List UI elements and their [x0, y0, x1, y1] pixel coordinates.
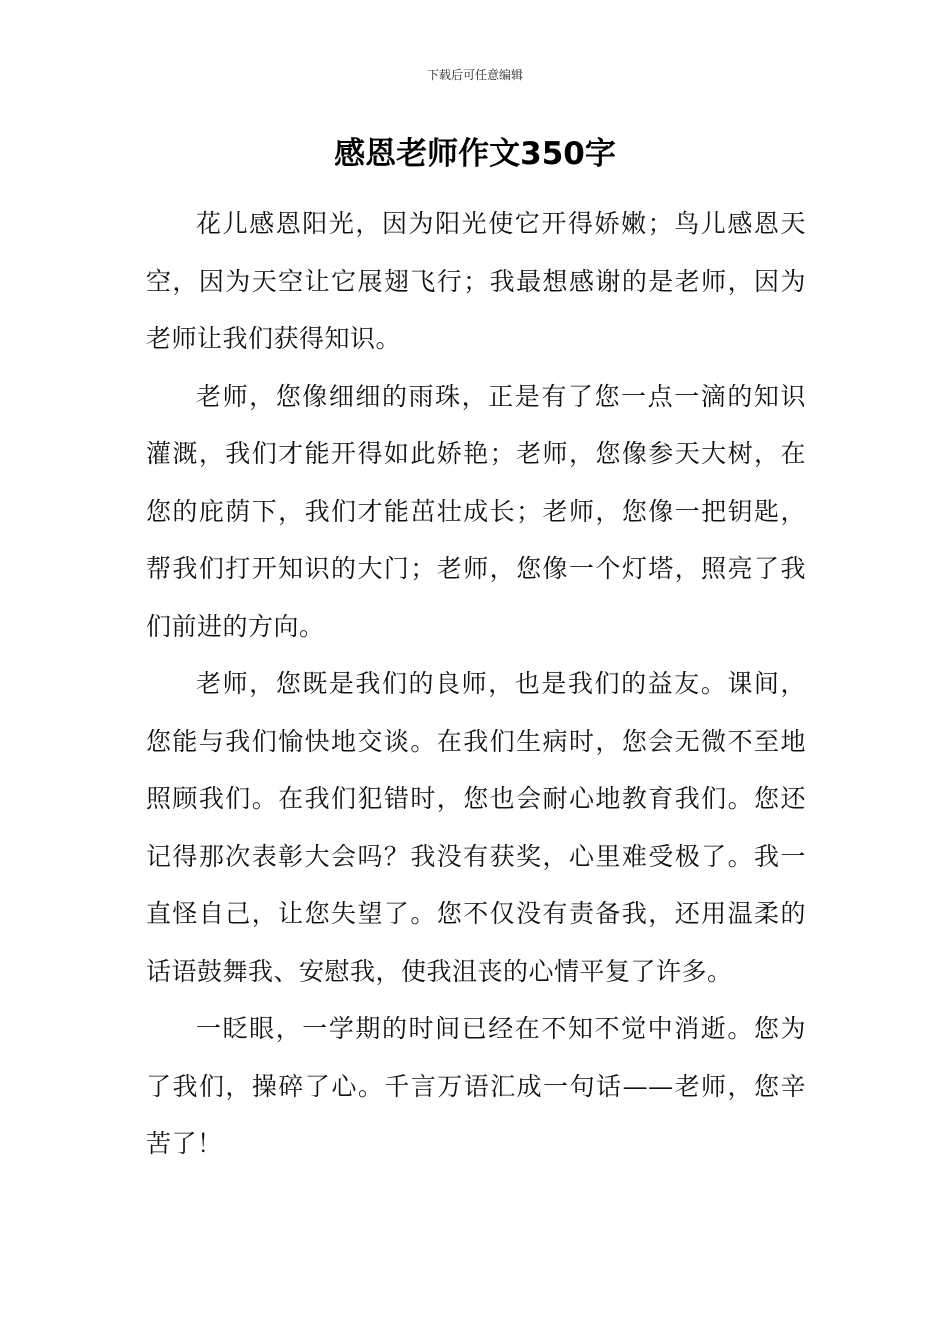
document-title: 感恩老师作文350字	[334, 136, 616, 172]
paragraph-1: 花儿感恩阳光，因为阳光使它开得娇嫩；鸟儿感恩天空，因为天空让它展翅飞行；我最想感谢的是老师，因为老师让我们获得知识。	[146, 209, 806, 353]
paragraph-2: 老师，您像细细的雨珠，正是有了您一点一滴的知识灌溉，我们才能开得如此娇艳；老师，您像参天大树，在您的庇荫下，我们才能茁壮成长；老师，您像一把钥匙，帮我们打开知识的大门；老师，您像一个灯塔，照亮了我们前进的方向。	[146, 381, 806, 641]
document-body	[146, 195, 806, 1173]
paragraph-4: 一眨眼，一学期的时间已经在不知不觉中消逝。您为了我们，操碎了心。千言万语汇成一句话——老师，您辛苦了！	[146, 1014, 806, 1158]
header-note: 下载后可任意编辑	[426, 68, 523, 82]
paragraph-3: 老师，您既是我们的良师，也是我们的益友。课间，您能与我们愉快地交谈。在我们生病时，您会无微不至地照顾我们。在我们犯错时，您也会耐心地教育我们。您还记得那次表彰大会吗？我没有获奖，心里难受极了。我一直怪自己，让您失望了。您不仅没有责备我，还用温柔的话语鼓舞我、安慰我，使我沮丧的心情平复了许多。	[146, 669, 806, 986]
